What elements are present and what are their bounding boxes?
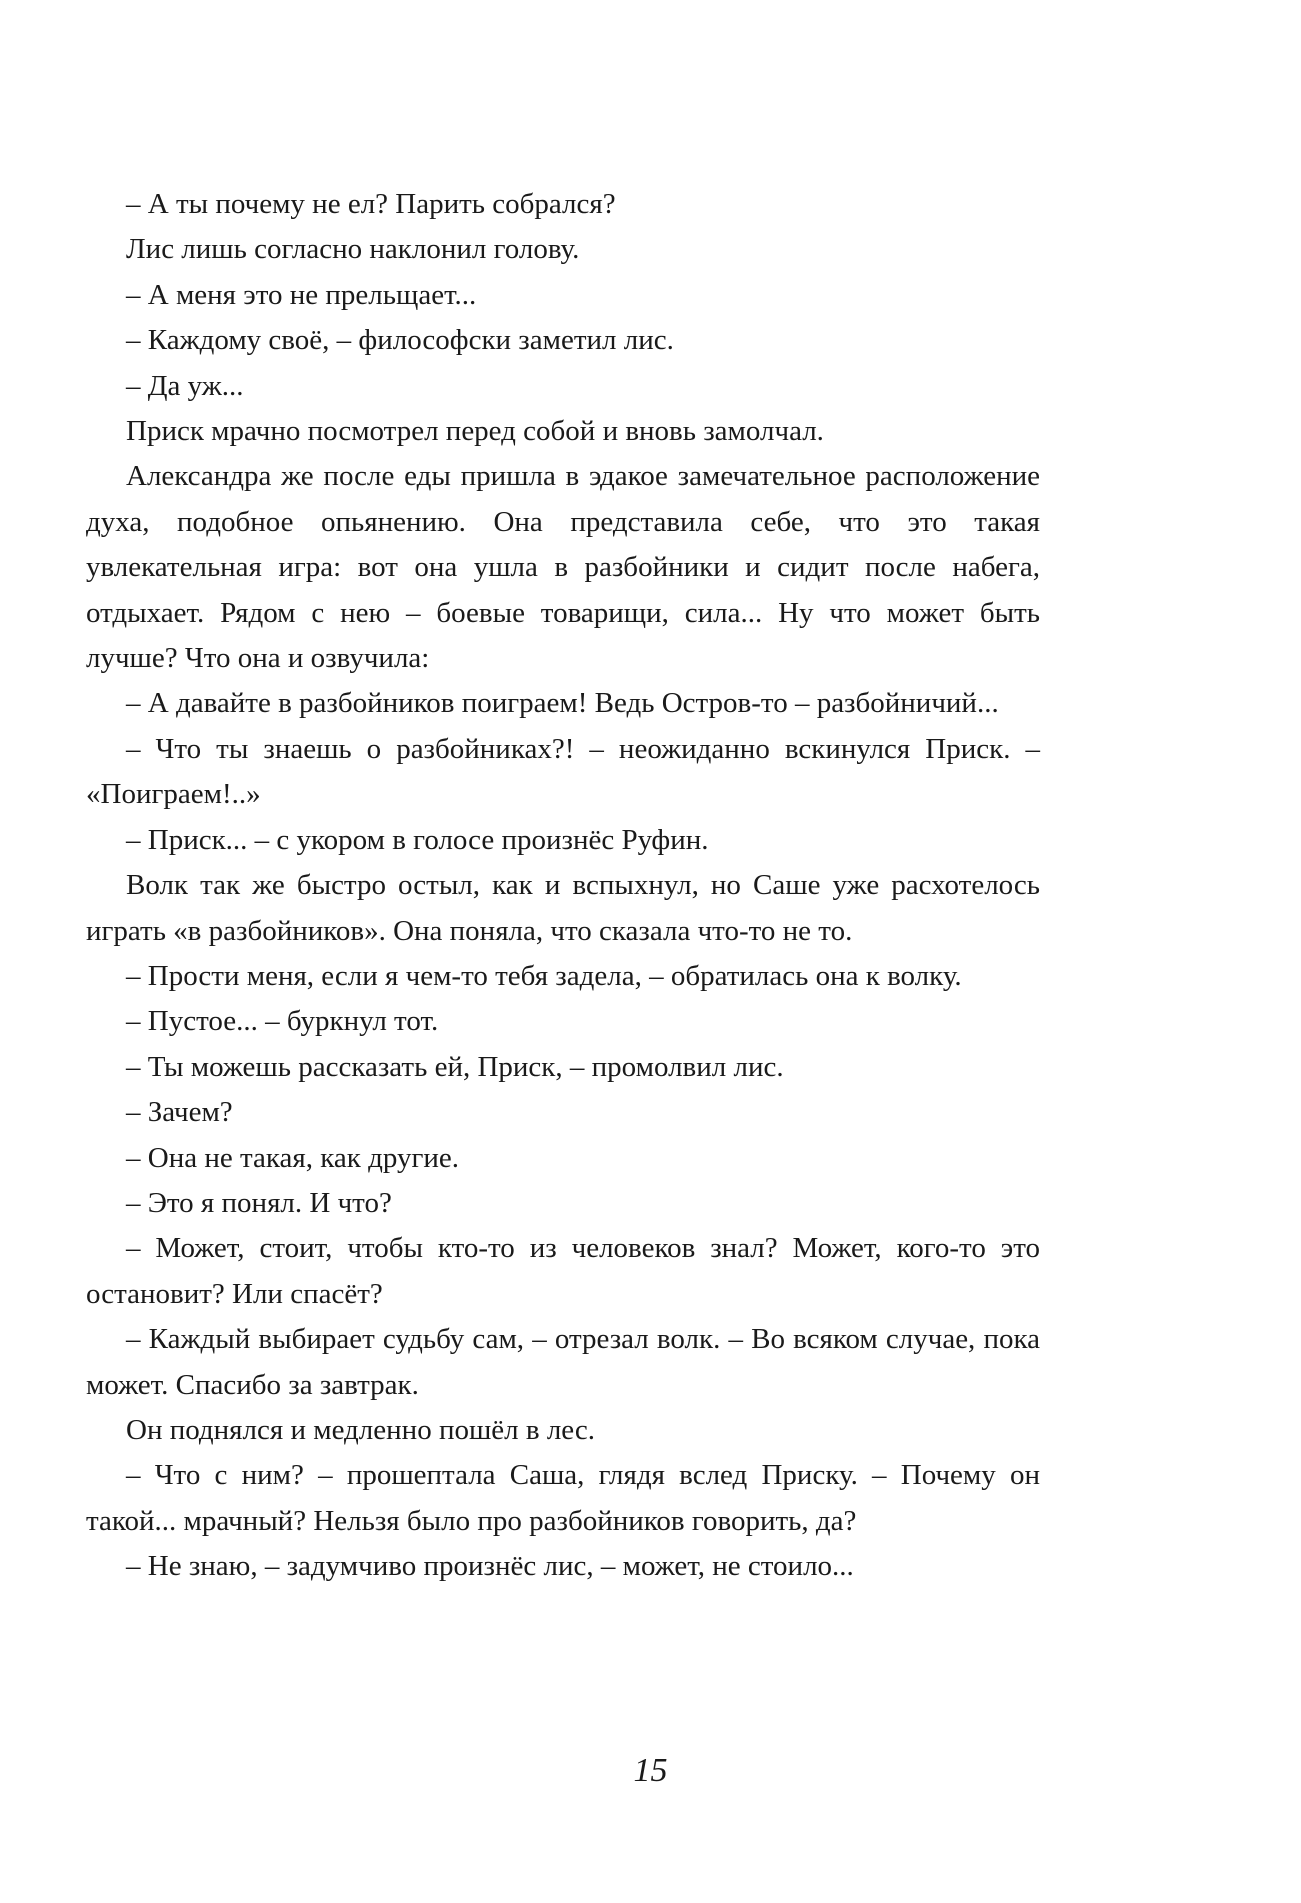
paragraph: – Да уж... [126, 369, 244, 402]
paragraph: – А давайте в разбойников поиграем! Ведь Остров-то – разбойничий... [126, 687, 999, 720]
paragraph: – Каждый выбирает судьбу сам, – отрезал волк. – Во всяком случае, пока может. Спасибо за завтрак. [86, 1323, 1040, 1401]
paragraph: – Может, стоит, чтобы кто-то из человеков знал? Может, кого-то это остановит? Или спасёт? [86, 1232, 1040, 1310]
paragraph: – Ты можешь рассказать ей, Приск, – промолвил лис. [126, 1050, 784, 1083]
paragraph: – Это я понял. И что? [126, 1186, 392, 1219]
paragraph: – Пустое... – буркнул тот. [126, 1005, 439, 1038]
body-text [86, 182, 1040, 1590]
paragraph: Волк так же быстро остыл, как и вспыхнул, но Саше уже расхотелось играть «в разбойников». Она поняла, что сказала что-то не то. [86, 869, 1040, 947]
paragraph: – А меня это не прельщает... [126, 278, 477, 311]
paragraph: – Каждому своё, – философски заметил лис. [126, 324, 674, 357]
paragraph: – Прости меня, если я чем-то тебя задела, – обратилась она к волку. [126, 959, 962, 992]
paragraph: Лис лишь согласно наклонил голову. [126, 233, 580, 266]
paragraph: – Приск... – с укором в голосе произнёс Руфин. [126, 823, 709, 856]
paragraph: Александра же после еды пришла в эдакое замечательное расположение духа, подобное опьянению. Она представила себе, что это такая увлекательная игра: вот она ушла в разбойники и сидит после набега, отдыхает. Рядом с нею – боевые товарищи, сила... Ну что может быть лучше? Что она и озвучила: [86, 460, 1040, 675]
paragraph: – Что ты знаешь о разбойниках?! – неожиданно вскинулся Приск. – «Поиграем!..» [86, 732, 1040, 811]
page-number: 15 [633, 1752, 668, 1789]
paragraph: Он поднялся и медленно пошёл в лес. [126, 1413, 596, 1446]
paragraph: Приск мрачно посмотрел перед собой и вновь замолчал. [126, 415, 824, 448]
paragraph: – Не знаю, – задумчиво произнёс лис, – может, не стоило... [126, 1550, 854, 1583]
paragraph: – Что с ним? – прошептала Саша, глядя вслед Приску. – Почему он такой... мрачный? Нельзя было про разбойников говорить, да? [86, 1459, 1040, 1537]
paragraph: – Она не такая, как другие. [126, 1141, 460, 1174]
paragraph: – А ты почему не ел? Парить собрался? [126, 188, 616, 220]
paragraph: – Зачем? [126, 1096, 233, 1129]
